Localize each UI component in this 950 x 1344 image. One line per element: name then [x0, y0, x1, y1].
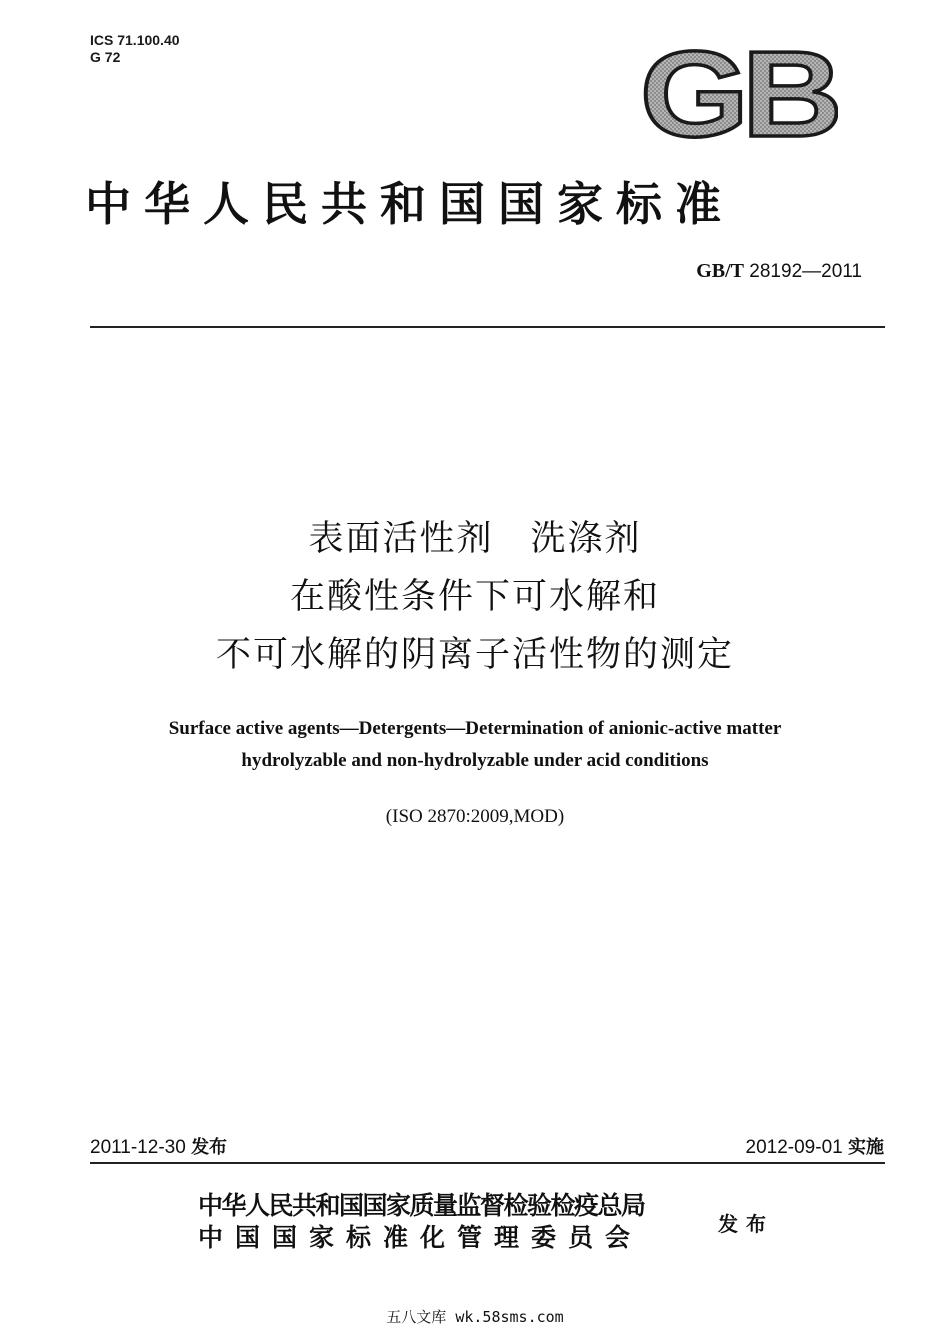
- issuer-line-1: 中华人民共和国国家质量监督检验检疫总局: [198, 1191, 645, 1220]
- footer-site-name: 五八文库: [386, 1308, 447, 1326]
- implement-date-value: 2012-09-01: [745, 1137, 843, 1158]
- english-title-line-2: hydrolyzable and non-hydrolyzable under acid conditions: [241, 750, 709, 771]
- standard-number-prefix: GB/T: [696, 260, 745, 282]
- classification-codes: [90, 32, 180, 66]
- class-code: G 72: [90, 49, 121, 65]
- implement-label: 实施: [848, 1137, 884, 1158]
- english-title: [0, 713, 950, 777]
- issuer-line-2: 中国国家标准化管理委员会: [198, 1223, 643, 1252]
- standard-number: [696, 260, 862, 283]
- ics-code: ICS 71.100.40: [90, 32, 180, 48]
- chinese-title: [0, 510, 950, 684]
- chinese-title-line-2: 在酸性条件下可水解和: [289, 577, 660, 617]
- footer-site-url: wk.58sms.com: [455, 1308, 564, 1326]
- english-title-line-1: Surface active agents—Detergents—Determination of anionic-active matter: [168, 718, 782, 739]
- issuing-organizations: [198, 1190, 645, 1254]
- issued-date-value: 2011-12-30: [90, 1137, 186, 1158]
- issued-date: [90, 1133, 227, 1159]
- issue-word: 发布: [718, 1212, 774, 1236]
- watermark-footer: [0, 1306, 950, 1327]
- chinese-title-line-1: 表面活性剂 洗涤剂: [308, 519, 642, 559]
- standard-number-value: 28192—2011: [749, 261, 862, 282]
- logo-text: GB: [640, 40, 838, 144]
- implement-date: [746, 1133, 884, 1159]
- bottom-divider: [90, 1162, 885, 1164]
- gb-logo: [638, 40, 838, 144]
- issued-label: 发布: [191, 1137, 228, 1158]
- organization-title: 中华人民共和国国家标准: [85, 177, 734, 231]
- chinese-title-line-3: 不可水解的阴离子活性物的测定: [215, 635, 734, 675]
- top-divider: [90, 326, 885, 328]
- iso-reference: (ISO 2870:2009,MOD): [385, 806, 565, 827]
